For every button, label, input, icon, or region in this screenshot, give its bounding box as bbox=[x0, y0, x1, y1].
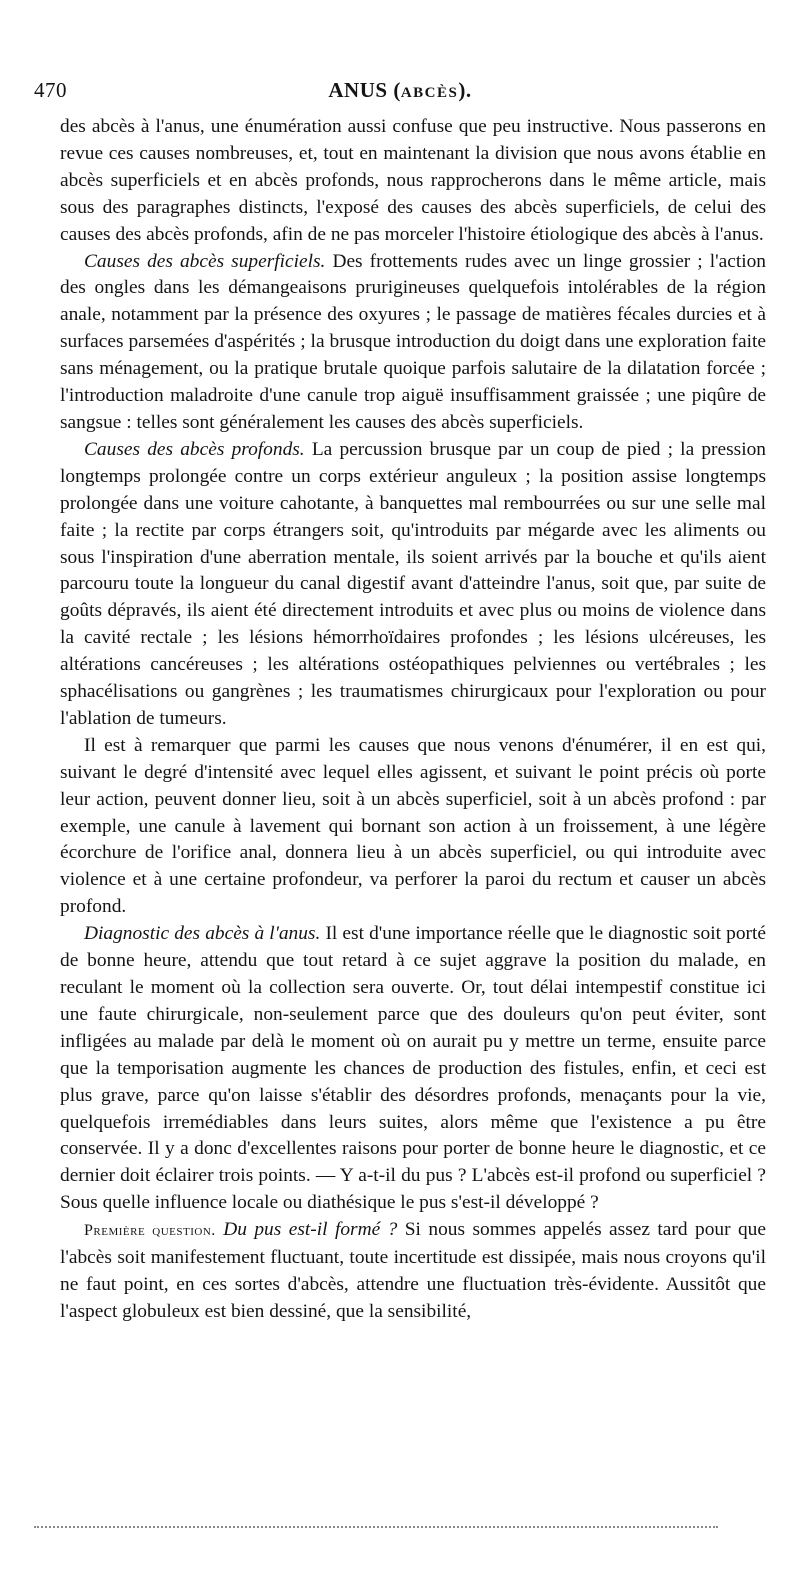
paragraph-causes-profonds bbox=[60, 437, 766, 733]
body-text bbox=[60, 114, 766, 1326]
paragraph-text: La percussion brusque par un coup de pied ; la pression longtemps prolongée contre un corps extérieur anguleux ; la position assise longtemps prolongée dans une voiture cahotante, à banquettes mal rembourrées ou sur une selle mal faite ; la rectite par corps étrangers soit, qu'introduits par mégarde avec les aliments ou sous l'inspiration d'une aberration mentale, ils soient arrivés par la bouche et qu'ils aient parcouru toute la longueur du canal digestif avant d'atteindre l'anus, soit que, par suite de goûts dépravés, ils aient été directement introduits et avec plus ou moins de violence dans la cavité rectale ; les lésions hémorrhoïdaires profondes ; les lésions ulcéreuses, les altérations cancéreuses ; les altérations ostéopathiques pelviennes ou vertébrales ; les sphacélisations ou gangrènes ; les traumatismes chirurgicaux pour l'exploration ou pour l'ablation de tumeurs. bbox=[60, 438, 766, 729]
section-heading: Diagnostic des abcès à l'anus. bbox=[84, 923, 321, 945]
paragraph-causes-superficiels bbox=[60, 249, 766, 437]
paragraph-text: Il est d'une importance réelle que le diagnostic soit porté de bonne heure, attendu que tout retard à ce sujet aggrave la position du malade, en reculant le moment où la collection sera ouverte. Or, tout délai intempestif constitue ici une faute chirurgicale, non-seulement parce que des douleurs qu'on peut éviter, sont infligées au malade par delà le moment où on aurait pu y mettre un terme, ensuite parce que la temporisation augmente les chances de production des fistules, enfin, et ceci est plus grave, parce qu'on laisse s'établir des désordres profonds, menaçants pour la vie, quelquefois irremédiables dans leurs suites, alors même que l'existence a pu être conservée. Il y a donc d'excellentes raisons pour porter de bonne heure le diagnostic, et ce dernier doit éclairer trois points. — Y a-t-il du pus ? L'abcès est-il profond ou superficiel ? Sous quelle influence locale ou diathésique le pus s'est-il développé ? bbox=[60, 923, 766, 1214]
running-title-small: ABCÈS bbox=[400, 85, 459, 101]
question-label: Première question. bbox=[84, 1222, 216, 1240]
section-heading: Causes des abcès superficiels. bbox=[84, 250, 326, 272]
paragraph-premiere-question bbox=[60, 1217, 766, 1326]
running-title-end: ). bbox=[458, 78, 472, 102]
paragraph-text: des abcès à l'anus, une énumération aussi confuse que peu instructive. Nous passerons en revue ces causes nombreuses, et, tout en maintenant la division que nous avons établie en abcès superficiels et en abcès profonds, nous rapprocherons dans le même article, mais sous des paragraphes distincts, l'exposé des causes des abcès superficiels, de celui des causes des abcès profonds, afin de ne pas morceler l'histoire étiologique des abcès à l'anus. bbox=[60, 116, 766, 245]
running-title bbox=[34, 78, 766, 103]
paragraph-diagnostic bbox=[60, 921, 766, 1217]
paragraph-continuation bbox=[60, 114, 766, 249]
paragraph-remarque bbox=[60, 733, 766, 921]
page-number: 470 bbox=[34, 78, 67, 102]
running-title-main: ANUS ( bbox=[328, 78, 401, 102]
question-heading: Du pus est-il formé ? bbox=[215, 1219, 398, 1241]
paragraph-text: Il est à remarquer que parmi les causes que nous venons d'énumérer, il en est qui, suivant le degré d'intensité avec lequel elles agissent, et suivant le point précis où porte leur action, peuvent donner lieu, soit à un abcès superficiel, soit à un abcès profond : par exemple, une canule à lavement qui bornant son action à un froissement, à une légère écorchure de l'orifice anal, donnera lieu à un abcès superficiel, ou qui introduite avec violence et à une certaine profondeur, va perforer la paroi du rectum et causer un abcès profond. bbox=[60, 734, 766, 918]
paragraph-text: Des frottements rudes avec un linge grossier ; l'action des ongles dans les démangeaisons prurigineuses quelquefois intolérables de la région anale, notamment par la présence des oxyures ; le passage de matières fécales durcies et à surfaces parsemées d'aspérités ; la brusque introduction du doigt dans une exploration faite sans ménagement, ou la pratique brutale quoique parfois salutaire de la dilatation forcée ; l'introduction maladroite d'une canule trop aiguë insuffisamment graissée ; une piqûre de sangsue : telles sont généralement les causes des abcès superficiels. bbox=[60, 250, 766, 433]
running-header bbox=[34, 74, 766, 108]
footer-dotted-rule bbox=[34, 1526, 718, 1532]
section-heading: Causes des abcès profonds. bbox=[84, 438, 305, 460]
paragraph-text: Si nous sommes appelés assez tard pour que l'abcès soit manifestement fluctuant, toute incertitude est dissipée, mais nous croyons qu'il ne faut point, en ces sortes d'abcès, attendre une fluctuation très-évidente. Aussitôt que l'aspect globuleux est bien dessiné, que la sensibilité, bbox=[60, 1219, 766, 1322]
